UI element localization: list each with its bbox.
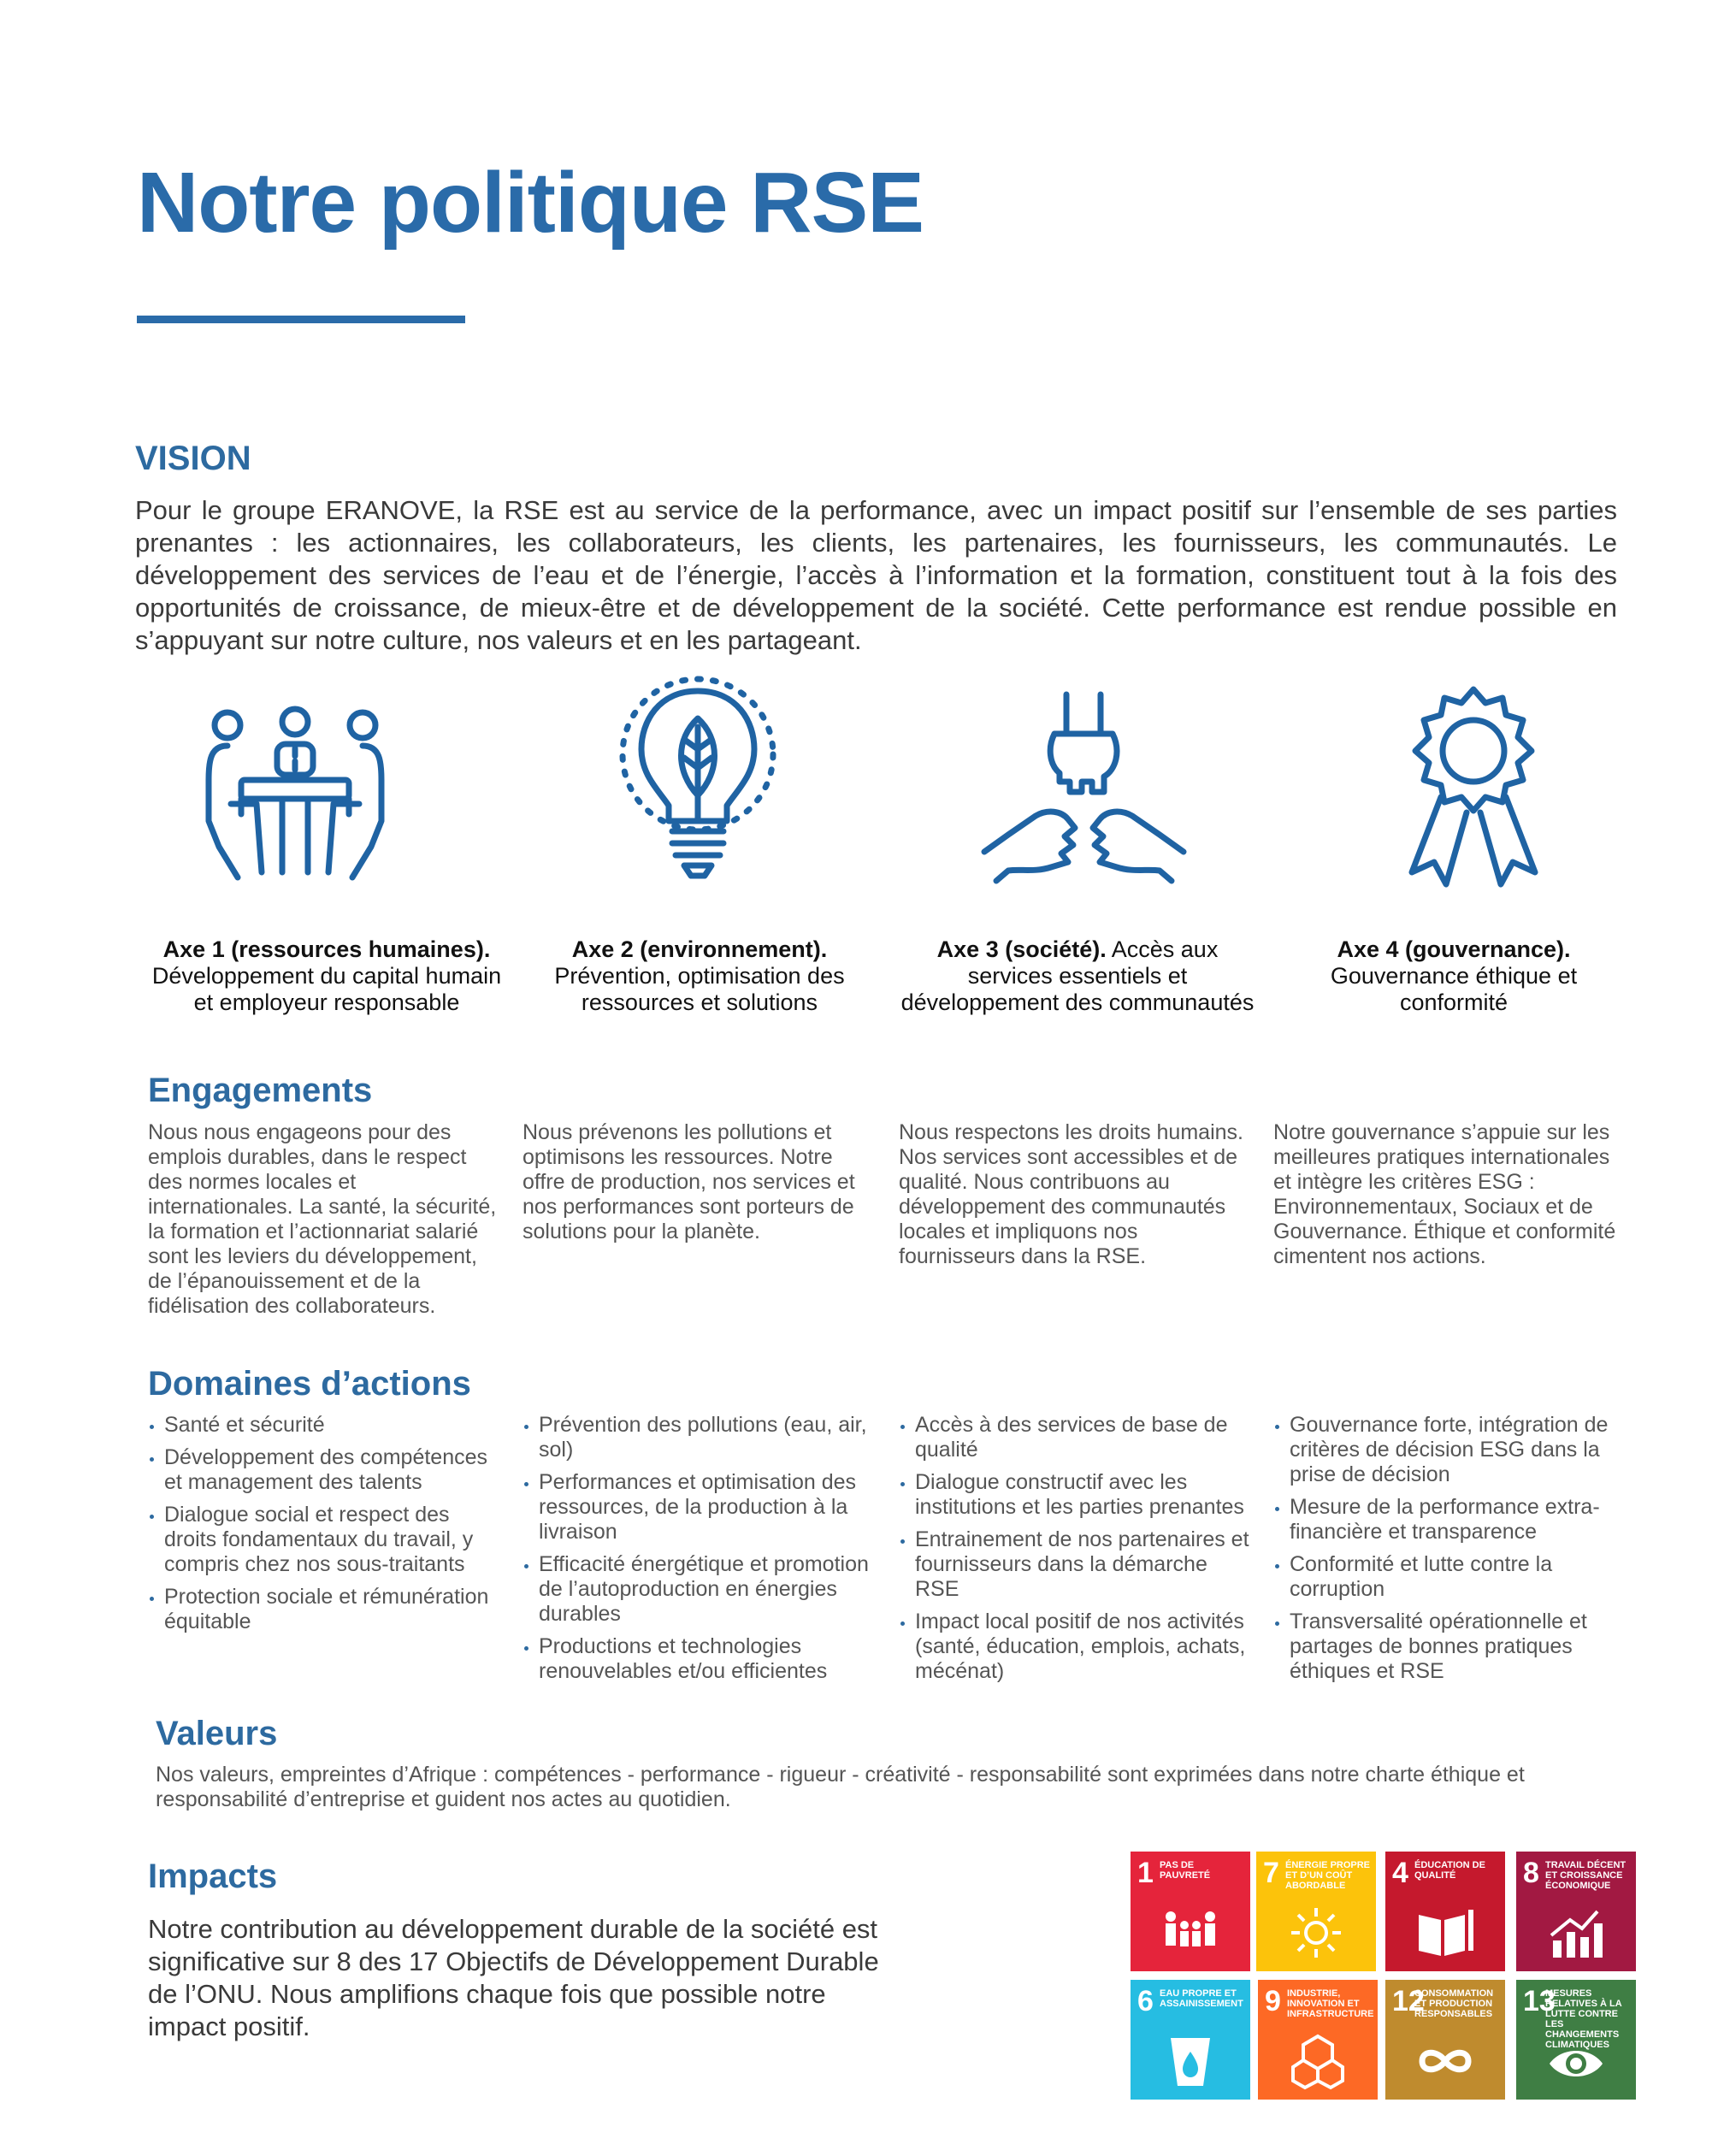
- list-item: Performances et optimisation des ressources, de la production à la livraison: [523, 1470, 877, 1545]
- list-item: Entrainement de nos partenaires et fournisseurs dans la démarche RSE: [899, 1527, 1254, 1602]
- sdg-number: 9: [1265, 1985, 1281, 2017]
- sdg-tile-12: [1385, 1980, 1505, 2100]
- sdg-label: MESURES RELATIVES À LA LUTTE CONTRE LES CHANGEMENTS CLIMATIQUES: [1545, 1988, 1622, 2050]
- sdg-tile-4: [1385, 1852, 1505, 1971]
- sdg-label: ÉDUCATION DE QUALITÉ: [1414, 1860, 1485, 1881]
- axis-2-title: Axe 2 (environnement).: [571, 936, 828, 962]
- axis-1-description: Développement du capital humain et employeur responsable: [151, 963, 502, 1015]
- sdg-tile-1: [1131, 1852, 1250, 1971]
- family-icon: [1160, 1903, 1220, 1963]
- list-item: Dialogue social et respect des droits fondamentaux du travail, y compris chez nos sous-traitants: [148, 1503, 503, 1577]
- sdg-number: 13: [1523, 1985, 1556, 2017]
- axis-3-title: Axe 3 (société).: [936, 936, 1107, 962]
- meeting-people-icon: [205, 701, 385, 881]
- axis-4-title: Axe 4 (gouvernance).: [1337, 936, 1571, 962]
- sdg-tile-6: [1131, 1980, 1250, 2100]
- impacts-heading: Impacts: [148, 1858, 278, 1895]
- growth-chart-icon: [1546, 1903, 1606, 1963]
- list-item: Protection sociale et rémunération équitable: [148, 1585, 503, 1634]
- sdg-tile-7: [1256, 1852, 1376, 1971]
- list-item: Dialogue constructif avec les institutions et les parties prenantes: [899, 1470, 1254, 1520]
- list-item: Santé et sécurité: [148, 1413, 503, 1438]
- domaines-list-4: [1273, 1413, 1628, 1692]
- cubes-icon: [1288, 2031, 1348, 2091]
- axis-2-description: Prévention, optimisation des ressources et solutions: [554, 963, 845, 1015]
- water-glass-icon: [1160, 2031, 1220, 2091]
- list-item: Impact local positif de nos activités (santé, éducation, emplois, achats, mécénat): [899, 1610, 1254, 1684]
- sun-power-icon: [1286, 1903, 1346, 1963]
- sdg-label: INDUSTRIE, INNOVATION ET INFRASTRUCTURE: [1287, 1988, 1374, 2019]
- impacts-text: Notre contribution au développement durable de la société est significative sur 8 des 17 Objectifs de Développement Durable de l’ONU. Nous amplifions chaque fois que possible notre impact positif.: [148, 1914, 879, 2041]
- sdg-label: CONSOMMATION ET PRODUCTION RESPONSABLES: [1414, 1988, 1494, 2019]
- valeurs-text: Nos valeurs, empreintes d’Afrique : compétences - performance - rigueur - créativité - responsabilité sont exprimées dans notre charte éthique et responsabilité d’entreprise et guident nos actes au quotidien.: [156, 1763, 1525, 1811]
- eye-earth-icon: [1546, 2031, 1606, 2091]
- domaines-list-2: [523, 1413, 877, 1692]
- list-item: Mesure de la performance extra-financière et transparence: [1273, 1495, 1628, 1545]
- sdg-number: 6: [1137, 1985, 1154, 2017]
- infinity-icon: [1415, 2031, 1475, 2091]
- sdg-label: ÉNERGIE PROPRE ET D’UN COÛT ABORDABLE: [1285, 1860, 1371, 1891]
- engagement-text-3: Nous respectons les droits humains. Nos services sont accessibles et de qualité. Nous contribuons au développement des communautés locales et impliquons nos fournisseurs dans la RSE.: [899, 1120, 1243, 1268]
- list-item: Productions et technologies renouvelables et/ou efficientes: [523, 1634, 877, 1684]
- sdg-label: EAU PROPRE ET ASSAINISSEMENT: [1160, 1988, 1243, 2009]
- list-item: Efficacité énergétique et promotion de l’autoproduction en énergies durables: [523, 1552, 877, 1627]
- axis-4-description: Gouvernance éthique et conformité: [1330, 963, 1578, 1015]
- domaines-list-3: [899, 1413, 1254, 1692]
- engagement-text-4: Notre gouvernance s’appuie sur les meilleures pratiques internationales et intègre les critères ESG : Environnementaux, Sociaux et de Gouvernance. Éthique et conformité cimentent nos actions.: [1273, 1120, 1616, 1268]
- list-item: Transversalité opérationnelle et partages de bonnes pratiques éthiques et RSE: [1273, 1610, 1628, 1684]
- award-ribbon-icon: [1396, 684, 1550, 889]
- sdg-label: PAS DE PAUVRETÉ: [1160, 1860, 1211, 1881]
- sdg-number: 4: [1392, 1857, 1408, 1889]
- leaf-lightbulb-icon: [619, 676, 777, 881]
- domaines-heading: Domaines d’actions: [148, 1365, 471, 1403]
- vision-heading: VISION: [135, 440, 251, 477]
- sdg-tile-9: [1258, 1980, 1378, 2100]
- domaines-list-1: [148, 1413, 503, 1642]
- joined-hands-icon: [979, 691, 1189, 888]
- engagements-heading: Engagements: [148, 1072, 373, 1109]
- sdg-tile-13: [1516, 1980, 1636, 2100]
- sdg-label: TRAVAIL DÉCENT ET CROISSANCE ÉCONOMIQUE: [1545, 1860, 1627, 1891]
- sdg-number: 7: [1263, 1857, 1279, 1889]
- axis-4-caption: [1274, 936, 1633, 1016]
- engagement-text-2: Nous prévenons les pollutions et optimisons les ressources. Notre offre de production, nos services et nos performances sont porteurs de solutions pour la planète.: [523, 1120, 855, 1243]
- list-item: Développement des compétences et management des talents: [148, 1445, 503, 1495]
- list-item: Prévention des pollutions (eau, air, sol): [523, 1413, 877, 1462]
- axis-2-caption: [520, 936, 879, 1016]
- book-pencil-icon: [1415, 1903, 1475, 1963]
- list-item: Gouvernance forte, intégration de critères de décision ESG dans la prise de décision: [1273, 1413, 1628, 1487]
- engagement-text-1: Nous nous engageons pour des emplois durables, dans le respect des normes locales et internationales. La santé, la sécurité, la formation et l’actionnariat salarié sont les leviers du développement, de l’épanouissement et de la fidélisation des collaborateurs.: [148, 1120, 497, 1318]
- axis-3-description: Accès aux services essentiels et développement des communautés: [900, 936, 1255, 1015]
- page-title: Notre politique RSE: [137, 155, 924, 251]
- axis-1-caption: [147, 936, 506, 1016]
- list-item: Conformité et lutte contre la corruption: [1273, 1552, 1628, 1602]
- vision-text: Pour le groupe ERANOVE, la RSE est au service de la performance, avec un impact positif sur l’ensemble de ses parties prenantes : les actionnaires, les collaborateurs, les clients, les partenaires, les fournisseurs, les communautés. Le développement des services de l’eau et de l’énergie, l’accès à l’information et la formation, constituent tout à la fois des opportunités de croissance, de mieux-être et de développement de la société. Cette performance est rendue possible en s’appuyant sur notre culture, nos valeurs et en les partageant.: [135, 495, 1617, 655]
- sdg-number: 1: [1137, 1857, 1154, 1889]
- axis-1-title: Axe 1 (ressources humaines).: [162, 936, 491, 962]
- sdg-number: 8: [1523, 1857, 1539, 1889]
- axis-3-caption: [898, 936, 1257, 1016]
- sdg-number: 12: [1392, 1985, 1425, 2017]
- valeurs-heading: Valeurs: [156, 1715, 278, 1752]
- title-underline: [137, 316, 465, 323]
- list-item: Accès à des services de base de qualité: [899, 1413, 1254, 1462]
- sdg-tile-8: [1516, 1852, 1636, 1971]
